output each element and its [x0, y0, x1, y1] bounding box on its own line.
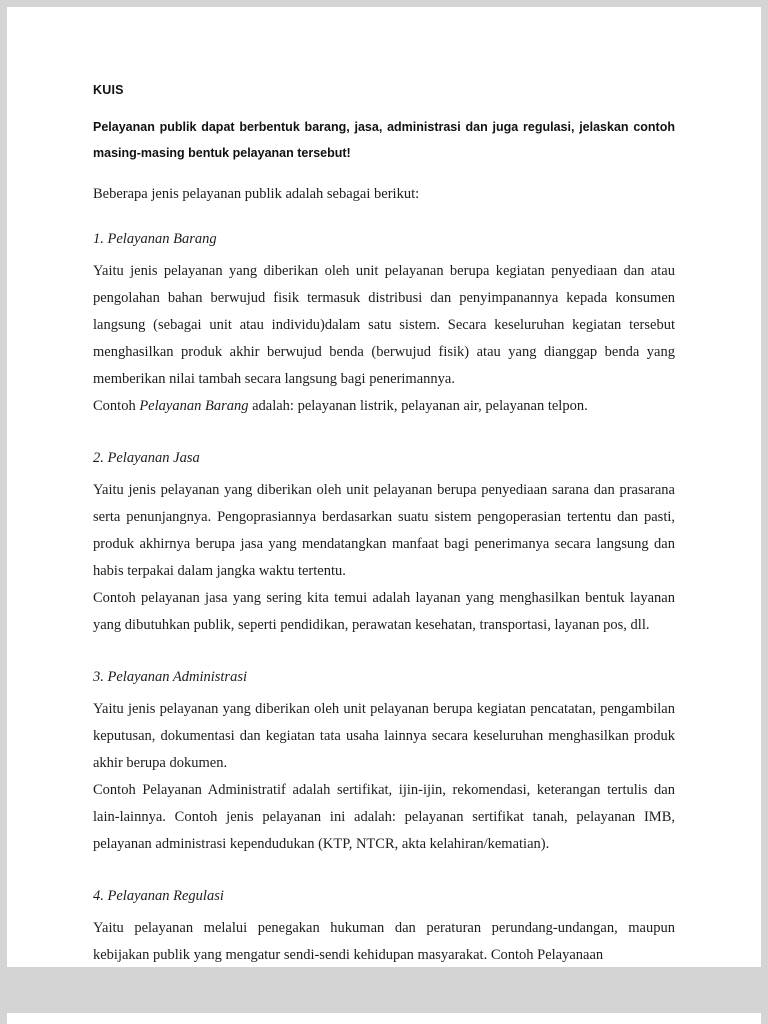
section-3-heading: 3. Pelayanan Administrasi	[93, 669, 247, 685]
document-page-1	[7, 7, 761, 967]
section-2-example: Contoh pelayanan jasa yang sering kita temui adalah layanan yang menghasilkan bentuk layanan yang dibutuhkan publik, seperti pendidikan, perawatan kesehatan, transportasi, layanan pos, dll.	[93, 590, 675, 633]
section-3-body: Yaitu jenis pelayanan yang diberikan oleh unit pelayanan berupa kegiatan pencatatan, pengambilan keputusan, dokumentasi dan kegiatan tata usaha lainnya secara keseluruhan menghasilkan produk akhir berupa dokumen.	[93, 701, 675, 771]
section-pelayanan-barang	[93, 229, 675, 420]
quiz-title: KUIS	[93, 83, 124, 97]
section-4-heading: 4. Pelayanan Regulasi	[93, 888, 224, 904]
section-pelayanan-administrasi	[93, 667, 675, 858]
page-content	[7, 7, 761, 969]
section-pelayanan-jasa	[93, 448, 675, 639]
document-page-2-top	[7, 1013, 761, 1024]
example-prefix: Contoh	[93, 398, 140, 414]
section-2-heading: 2. Pelayanan Jasa	[93, 450, 200, 466]
section-1-heading: 1. Pelayanan Barang	[93, 231, 217, 247]
section-4-body: Yaitu pelayanan melalui penegakan hukuman dan peraturan perundang-undangan, maupun kebijakan publik yang mengatur sendi-sendi kehidupan masyarakat. Contoh Pelayanaan	[93, 920, 675, 963]
section-1-body: Yaitu jenis pelayanan yang diberikan oleh unit pelayanan berupa kegiatan penyediaan dan atau pengolahan bahan berwujud fisik termasuk distribusi dan penyimpanannya kepada konsumen langsung (sebagai unit atau individu)dalam satu sistem. Secara keseluruhan kegiatan tersebut menghasilkan produk akhir berwujud benda (berwujud fisik) atau yang dianggap benda yang memberikan nilai tambah secara langsung bagi penerimannya.	[93, 263, 675, 387]
section-2-body: Yaitu jenis pelayanan yang diberikan oleh unit pelayanan berupa penyediaan sarana dan prasarana serta penunjangnya. Pengoprasiannya berdasarkan suatu sistem pengoperasian tertentu dan pasti, produk akhirnya berupa jasa yang mendatangkan manfaat bagi penerimanya secara langsung dan habis terpakai dalam jangka waktu tertentu.	[93, 482, 675, 579]
section-3-example: Contoh Pelayanan Administratif adalah sertifikat, ijin-ijin, rekomendasi, keterangan tertulis dan lain-lainnya. Contoh jenis pelayanan ini adalah: pelayanan sertifikat tanah, pelayanan IMB, pelayanan administrasi kependudukan (KTP, NTCR, akta kelahiran/kematian).	[93, 782, 675, 852]
section-1-example	[93, 393, 675, 420]
example-italic-term: Pelayanan Barang	[139, 398, 249, 414]
section-pelayanan-regulasi	[93, 886, 675, 969]
intro-line: Beberapa jenis pelayanan publik adalah sebagai berikut:	[93, 186, 420, 202]
quiz-question: Pelayanan publik dapat berbentuk barang, jasa, administrasi dan juga regulasi, jelaskan contoh masing-masing bentuk pelayanan tersebut!	[93, 120, 675, 160]
example-suffix: adalah: pelayanan listrik, pelayanan air, pelayanan telpon.	[248, 398, 588, 414]
